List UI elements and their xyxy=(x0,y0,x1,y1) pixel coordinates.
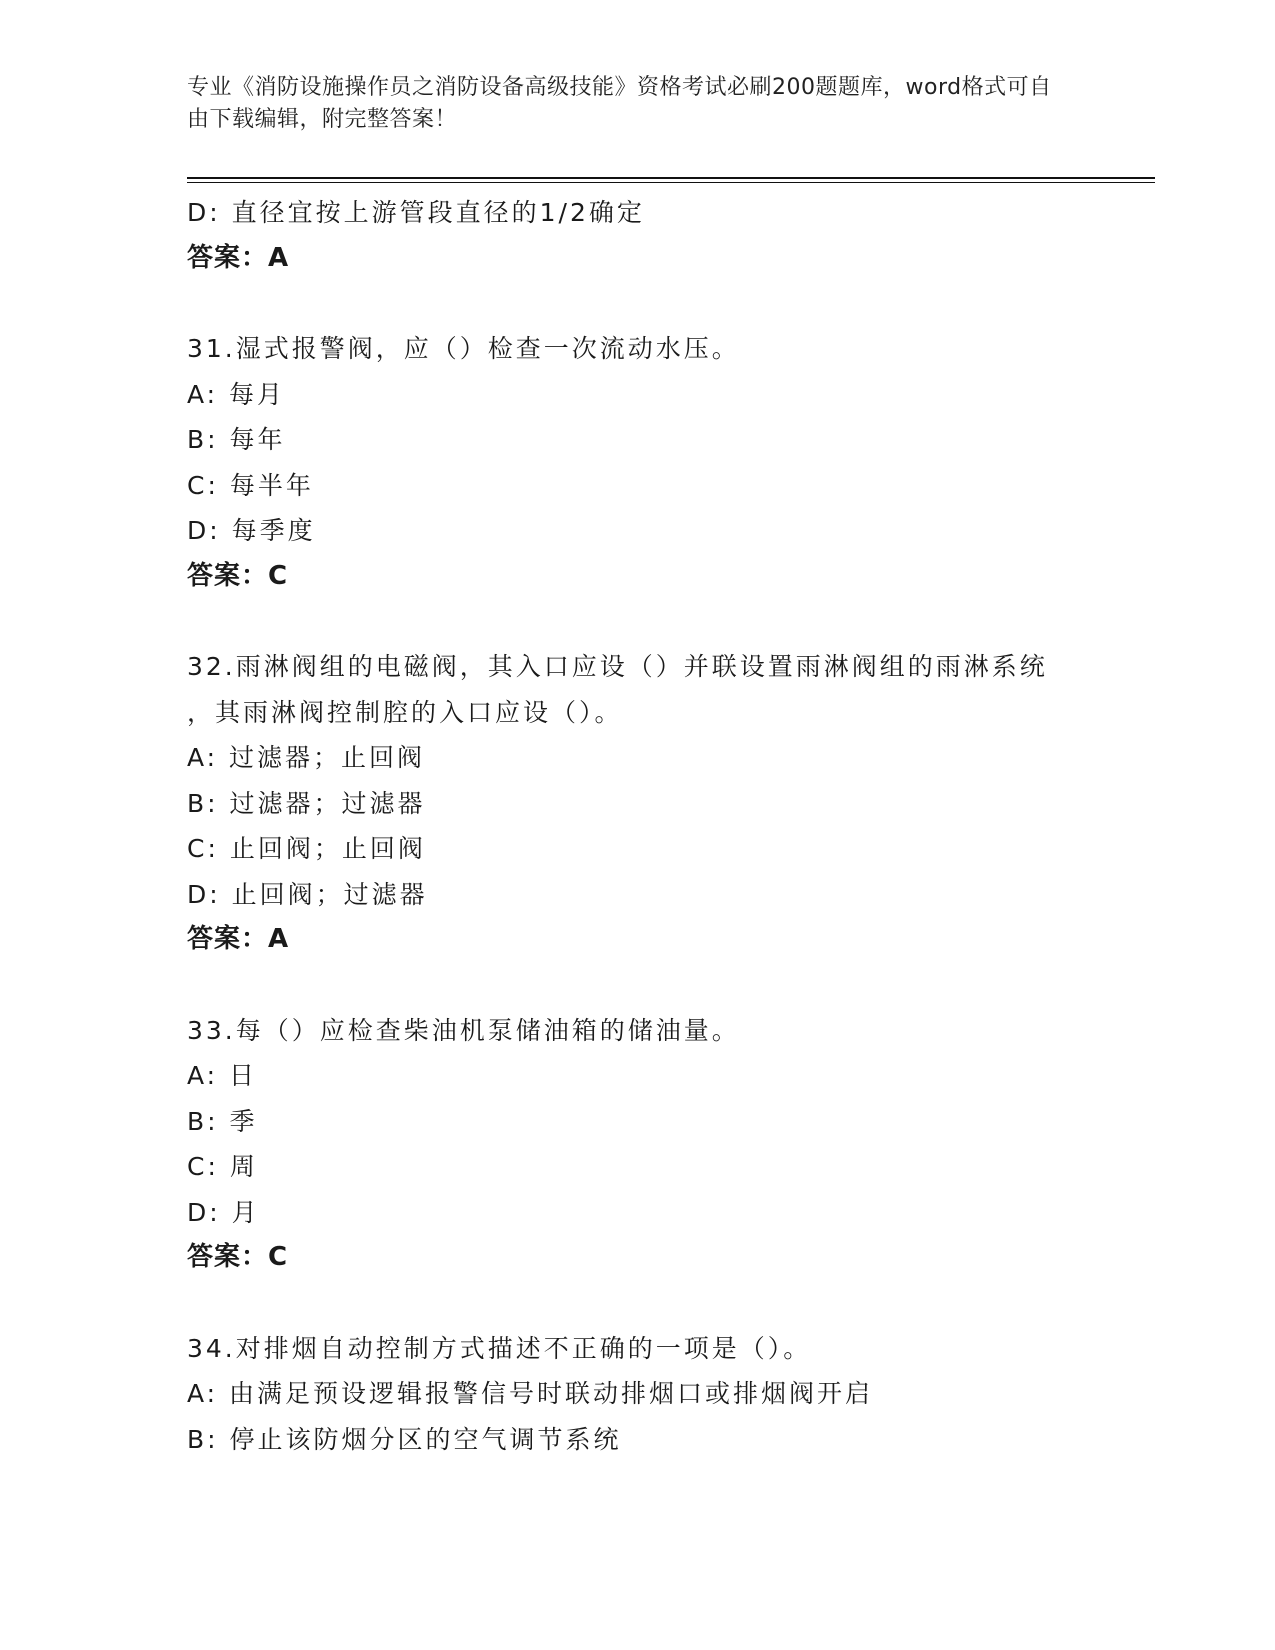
option-c: C: 周 xyxy=(187,1152,258,1181)
question-30-tail xyxy=(187,190,1127,281)
option-d: D: 月 xyxy=(187,1197,260,1227)
document-header: 专业《消防设施操作员之消防设备高级技能》资格考试必刷200题题库，word格式可自由下载编辑，附完整答案！ xyxy=(187,75,1052,132)
option-a: A: 由满足预设逻辑报警信号时联动排烟口或排烟阀开启 xyxy=(187,1379,874,1408)
option-a: A: 过滤器；止回阀 xyxy=(187,743,426,772)
option-b: B: 季 xyxy=(187,1106,258,1136)
answer-line: 答案：C xyxy=(187,1242,289,1272)
answer-line: 答案：A xyxy=(187,242,290,273)
option-b: B: 停止该防烟分区的空气调节系统 xyxy=(187,1424,622,1454)
question-list xyxy=(187,190,1127,1462)
answer-line: 答案：A xyxy=(187,924,290,954)
option-b: B: 过滤器；过滤器 xyxy=(187,788,426,818)
header-divider-thick xyxy=(187,177,1155,179)
question-32 xyxy=(187,644,1127,963)
question-stem-line-2: ，其雨淋阀控制腔的入口应设（）。 xyxy=(187,697,623,727)
option-d: D: 止回阀；过滤器 xyxy=(187,879,428,909)
answer-line: 答案：C xyxy=(187,560,289,591)
option-a: A: 日 xyxy=(187,1061,258,1090)
option-c: C: 止回阀；止回阀 xyxy=(187,834,426,863)
option-b: B: 每年 xyxy=(187,425,286,454)
question-33 xyxy=(187,1008,1127,1281)
question-stem-line-1: 32.雨淋阀组的电磁阀，其入口应设（）并联设置雨淋阀组的雨淋系统 xyxy=(187,652,1048,681)
question-stem: 31.湿式报警阀，应（）检查一次流动水压。 xyxy=(187,334,740,363)
option-d: D: 每季度 xyxy=(187,516,316,545)
option-d: D: 直径宜按上游管段直径的1/2确定 xyxy=(187,198,645,227)
question-stem: 33.每（）应检查柴油机泵储油箱的储油量。 xyxy=(187,1015,740,1045)
question-stem: 34.对排烟自动控制方式描述不正确的一项是（）。 xyxy=(187,1333,812,1363)
question-34 xyxy=(187,1326,1127,1463)
header-divider-thin xyxy=(187,182,1155,183)
option-c: C: 每半年 xyxy=(187,470,314,500)
option-a: A: 每月 xyxy=(187,379,286,409)
question-31 xyxy=(187,326,1127,599)
